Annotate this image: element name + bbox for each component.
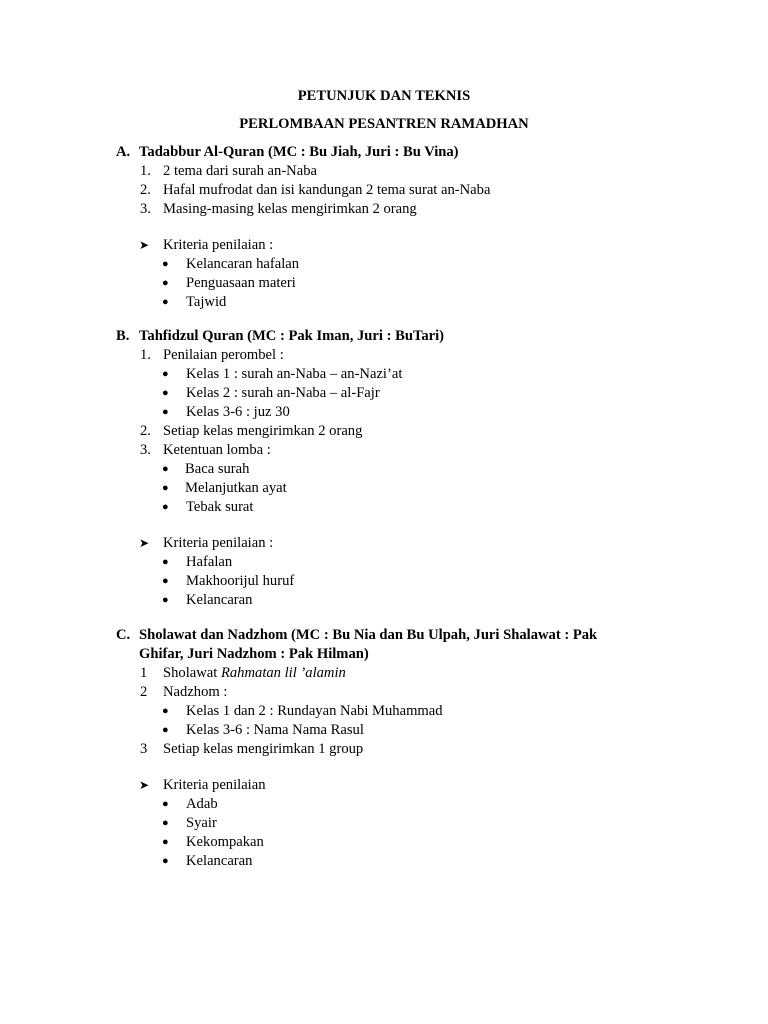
sub-list-item <box>116 479 676 498</box>
round-bullet-icon: ● <box>162 368 169 380</box>
sub-list-text: Kelas 3-6 : juz 30 <box>186 404 290 420</box>
list-number: 1 <box>140 665 148 681</box>
section-a-heading <box>116 143 676 162</box>
criteria-text: Kelancaran hafalan <box>186 256 300 272</box>
round-bullet-icon: ● <box>162 556 169 568</box>
criteria-text: Kelancaran <box>186 853 253 869</box>
list-number: 3. <box>140 201 151 217</box>
round-bullet-icon: ● <box>162 855 169 867</box>
round-bullet-icon: ● <box>162 798 169 810</box>
criteria-text: Tajwid <box>186 294 227 310</box>
sub-list-item <box>116 365 676 384</box>
sub-list-item <box>116 403 676 422</box>
sub-list-item <box>116 498 676 517</box>
list-item <box>116 441 676 460</box>
list-number: 3. <box>140 442 151 458</box>
arrowhead-bullet-icon: ➤ <box>139 536 150 550</box>
round-bullet-icon: ● <box>162 387 169 399</box>
list-item-text: Sholawat <box>163 665 221 681</box>
list-item <box>116 664 676 683</box>
sub-list-text: Baca surah <box>185 461 250 477</box>
sub-list-item <box>116 384 676 403</box>
section-c-heading-cont <box>116 645 676 664</box>
criteria-item <box>116 572 676 591</box>
list-number: 2. <box>140 182 151 198</box>
criteria-heading <box>116 236 676 255</box>
criteria-item <box>116 852 676 871</box>
criteria-item <box>116 591 676 610</box>
sub-list-item <box>116 460 676 479</box>
section-letter: A. <box>116 144 131 160</box>
list-number: 1. <box>140 163 151 179</box>
round-bullet-icon: ● <box>162 277 169 289</box>
round-bullet-icon: ● <box>162 296 169 308</box>
list-number: 1. <box>140 347 151 363</box>
list-number: 2. <box>140 423 151 439</box>
criteria-item <box>116 814 676 833</box>
sub-list-text: Kelas 1 dan 2 : Rundayan Nabi Muhammad <box>186 703 443 719</box>
list-item-text: Hafal mufrodat dan isi kandungan 2 tema surat an-Naba <box>163 182 491 198</box>
list-item-text: Setiap kelas mengirimkan 2 orang <box>163 423 363 439</box>
section-a <box>116 143 676 312</box>
criteria-item <box>116 833 676 852</box>
round-bullet-icon: ● <box>162 463 169 475</box>
criteria-heading <box>116 534 676 553</box>
section-b <box>116 327 676 610</box>
sub-list-text: Kelas 2 : surah an-Naba – al-Fajr <box>186 385 380 401</box>
section-b-heading <box>116 327 676 346</box>
criteria-item <box>116 293 676 312</box>
list-item-text: 2 tema dari surah an-Naba <box>163 163 317 179</box>
section-letter: C. <box>116 627 131 643</box>
list-item-text: Setiap kelas mengirimkan 1 group <box>163 741 364 757</box>
sub-list-text: Kelas 3-6 : Nama Nama Rasul <box>186 722 364 738</box>
list-item-italic-text: Rahmatan lil ’alamin <box>220 665 346 681</box>
arrowhead-bullet-icon: ➤ <box>139 238 150 252</box>
criteria-text: Hafalan <box>186 554 233 570</box>
sub-list-text: Kelas 1 : surah an-Naba – an-Nazi’at <box>186 366 403 382</box>
sub-list-text: Tebak surat <box>186 499 254 515</box>
round-bullet-icon: ● <box>162 406 169 418</box>
round-bullet-icon: ● <box>162 705 169 717</box>
section-c-heading <box>116 626 676 645</box>
section-letter: B. <box>116 328 130 344</box>
criteria-text: Kelancaran <box>186 592 253 608</box>
criteria-heading <box>116 776 676 795</box>
round-bullet-icon: ● <box>162 817 169 829</box>
criteria-text: Kekompakan <box>186 834 264 850</box>
list-number: 3 <box>140 741 148 757</box>
sub-list-item <box>116 702 676 721</box>
list-item <box>116 683 676 702</box>
round-bullet-icon: ● <box>162 482 169 494</box>
list-item-text: Nadzhom : <box>163 684 228 700</box>
list-item-text: Masing-masing kelas mengirimkan 2 orang <box>163 201 417 217</box>
criteria-text: Makhoorijul huruf <box>186 573 295 589</box>
criteria-label: Kriteria penilaian : <box>163 535 274 551</box>
list-item <box>116 181 676 200</box>
round-bullet-icon: ● <box>162 594 169 606</box>
criteria-item <box>116 274 676 293</box>
section-c <box>116 626 676 871</box>
sub-list-item <box>116 721 676 740</box>
criteria-item <box>116 553 676 572</box>
section-heading-text: Tadabbur Al-Quran (MC : Bu Jiah, Juri : Bu Vina) <box>139 144 459 160</box>
criteria-item <box>116 795 676 814</box>
criteria-text: Penguasaan materi <box>186 275 296 291</box>
criteria-label: Kriteria penilaian : <box>163 237 274 253</box>
round-bullet-icon: ● <box>162 575 169 587</box>
round-bullet-icon: ● <box>162 258 169 270</box>
document-subtitle: PERLOMBAAN PESANTREN RAMADHAN <box>239 116 529 132</box>
list-item <box>116 200 676 219</box>
criteria-item <box>116 255 676 274</box>
round-bullet-icon: ● <box>162 501 169 513</box>
arrowhead-bullet-icon: ➤ <box>139 778 150 792</box>
list-item <box>116 162 676 181</box>
list-item <box>116 422 676 441</box>
criteria-text: Adab <box>186 796 218 812</box>
section-heading-text: Tahfidzul Quran (MC : Pak Iman, Juri : BuTari) <box>139 328 445 344</box>
criteria-text: Syair <box>186 815 217 831</box>
round-bullet-icon: ● <box>162 724 169 736</box>
list-item <box>116 740 676 759</box>
criteria-label: Kriteria penilaian <box>163 777 266 793</box>
list-item-text: Penilaian perombel : <box>163 347 284 363</box>
list-item <box>116 346 676 365</box>
document-title: PETUNJUK DAN TEKNIS <box>297 88 471 104</box>
list-number: 2 <box>140 684 148 700</box>
round-bullet-icon: ● <box>162 836 169 848</box>
section-heading-text: Ghifar, Juri Nadzhom : Pak Hilman) <box>139 646 369 662</box>
section-heading-text: Sholawat dan Nadzhom (MC : Bu Nia dan Bu Ulpah, Juri Shalawat : Pak <box>139 627 598 643</box>
sub-list-text: Melanjutkan ayat <box>185 480 287 496</box>
list-item-text: Ketentuan lomba : <box>163 442 271 458</box>
